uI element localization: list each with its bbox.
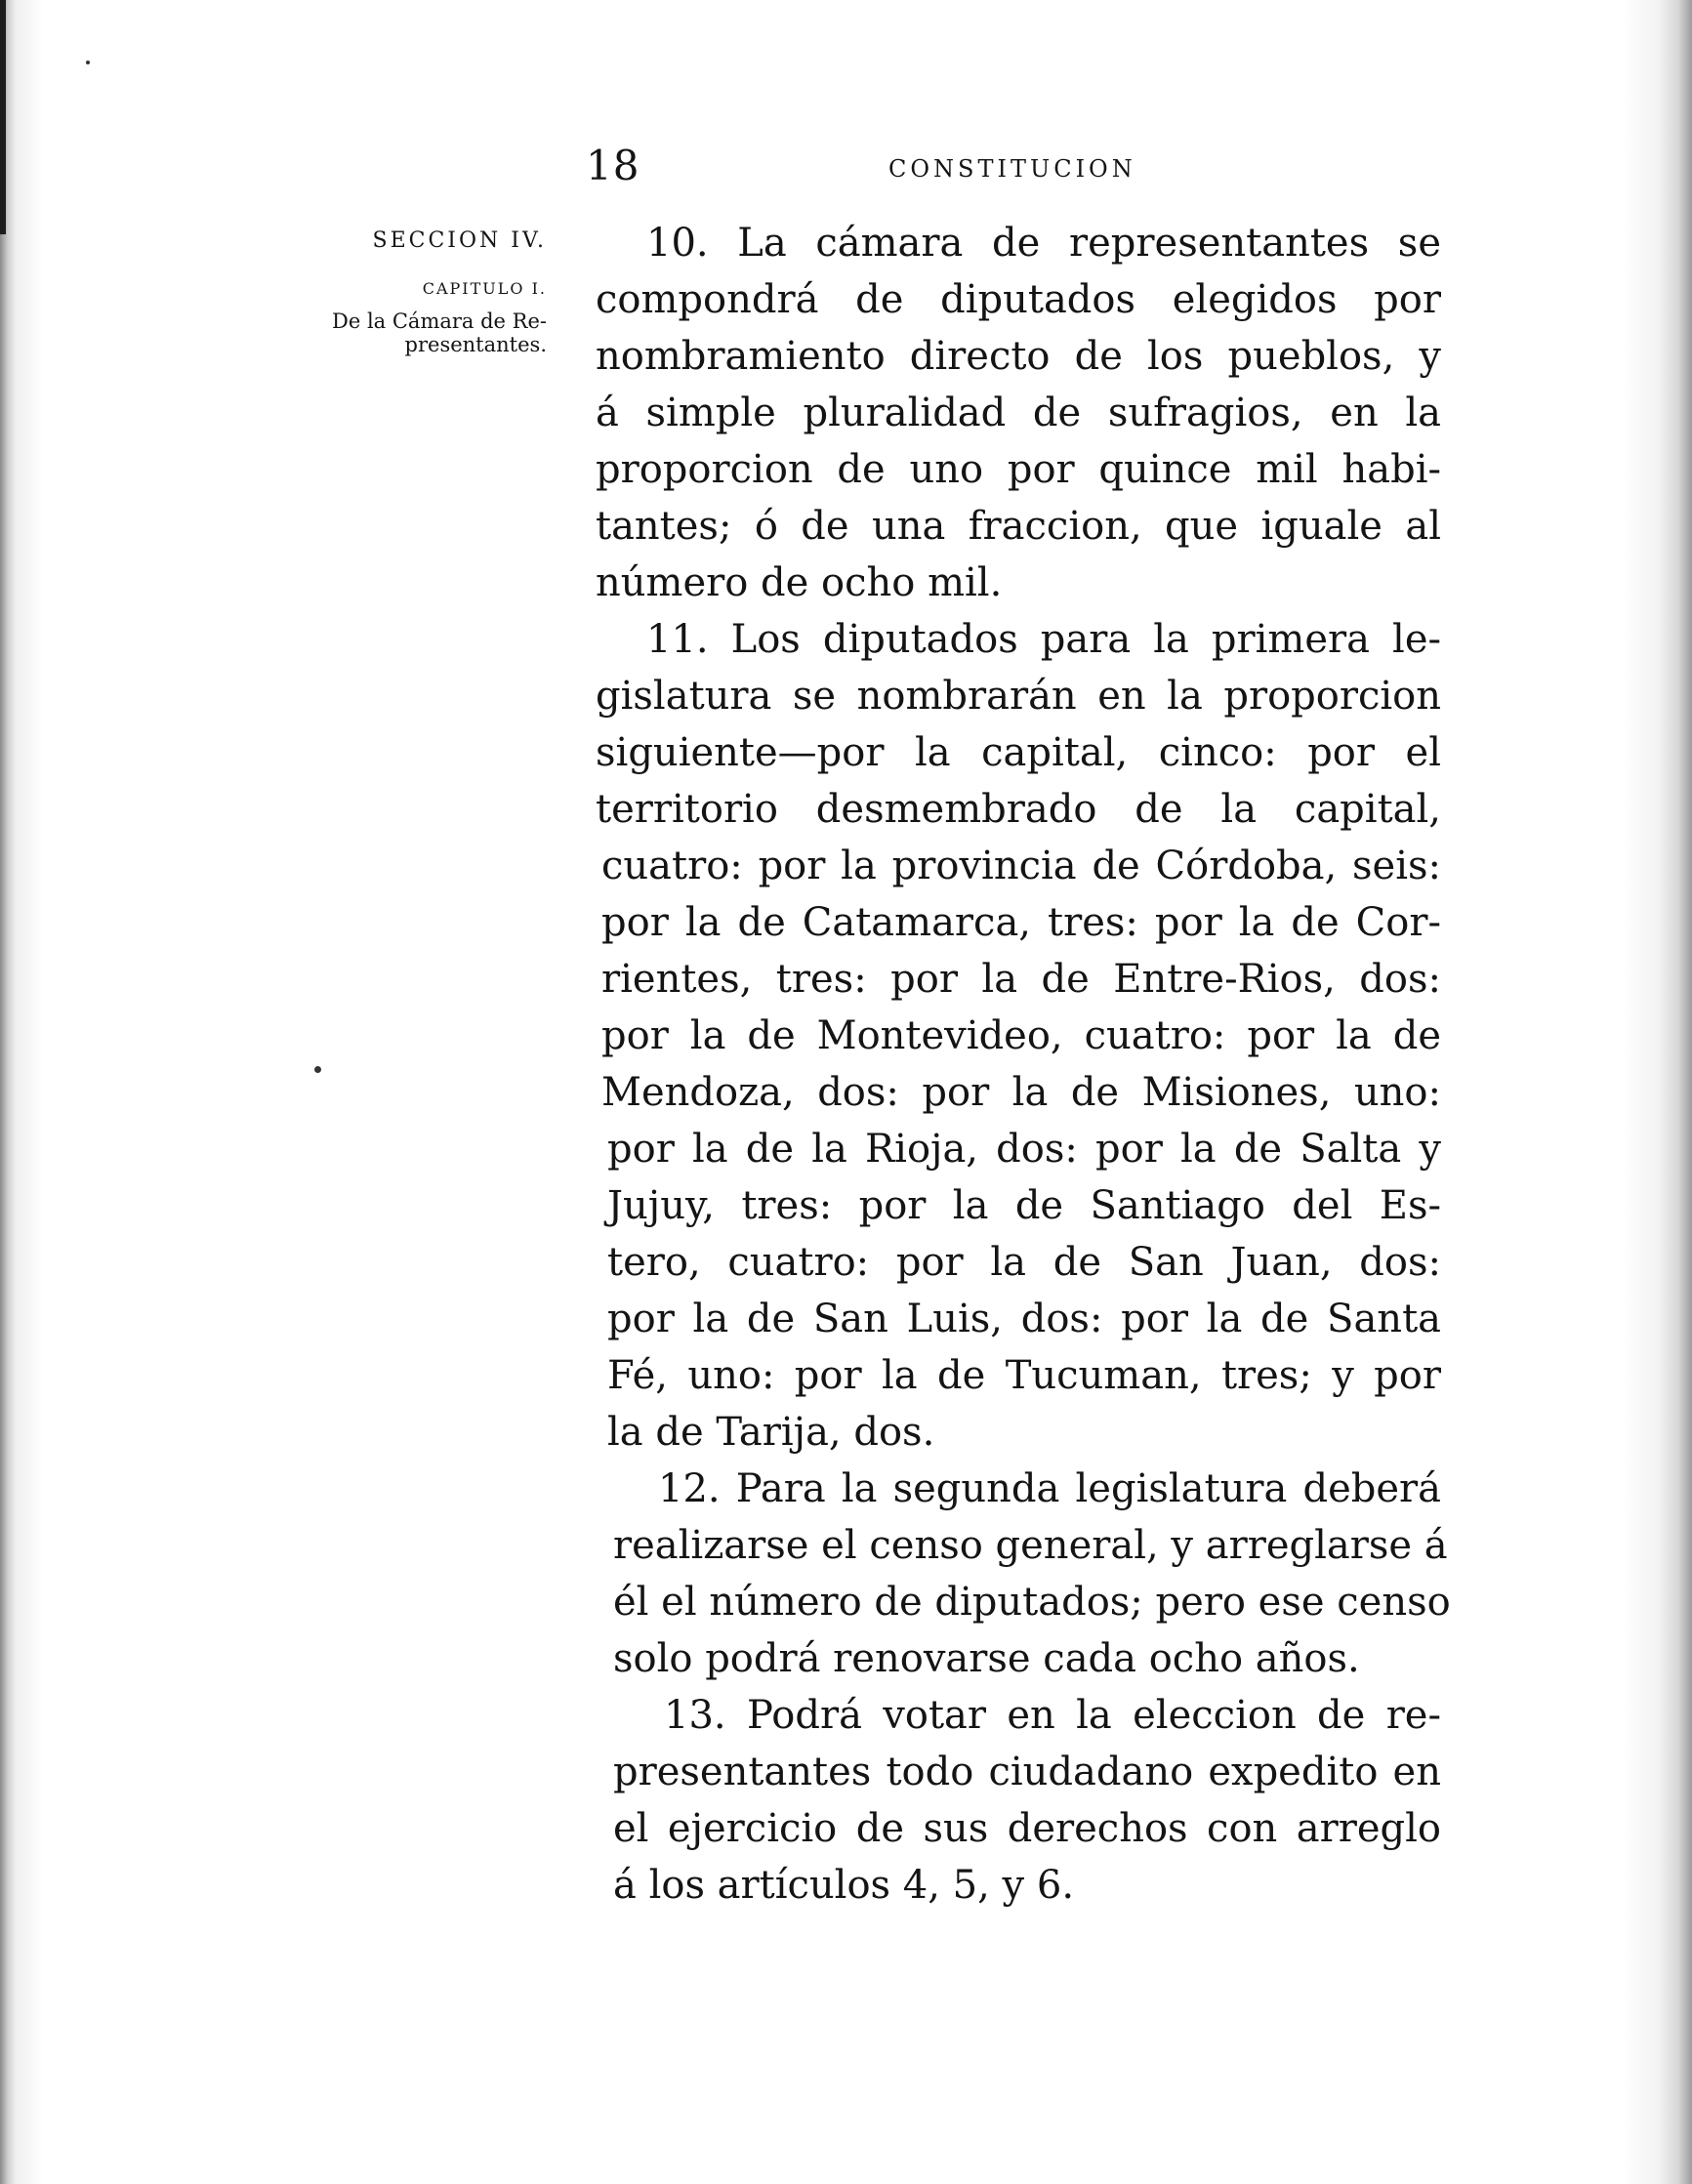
text-line: Mendoza, dos: por la de Misiones, uno:	[601, 1070, 1441, 1115]
text-line: territorio desmembrado de la capital,	[596, 787, 1441, 832]
text-line: siguiente—por la capital, cinco: por el	[596, 730, 1441, 775]
text-line: á los artículos 4, 5, y 6.	[613, 1863, 1075, 1908]
text-line: el ejercicio de sus derechos con arreglo	[613, 1806, 1441, 1851]
article-12-line: 12. Para la segunda legislatura deberá	[658, 1466, 1441, 1511]
article-10-line: 10. La cámara de representantes se	[646, 221, 1441, 266]
page-edge-right	[1624, 0, 1692, 2184]
article-13-line: 13. Podrá votar en la eleccion de re-	[664, 1693, 1441, 1738]
text-line: tero, cuatro: por la de San Juan, dos:	[607, 1240, 1441, 1285]
text-line: nombramiento directo de los pueblos, y	[596, 334, 1441, 379]
binding-shadow	[0, 0, 6, 234]
body-text	[596, 215, 1451, 1914]
text-line: él el número de diputados; pero ese censo	[613, 1580, 1451, 1625]
text-line: cuatro: por la provincia de Córdoba, seis:	[601, 844, 1441, 888]
text-line: gislatura se nombrarán en la proporcion	[596, 674, 1441, 719]
text-line: por la de San Luis, dos: por la de Santa	[607, 1297, 1441, 1341]
margin-chapter-label: CAPITULO I.	[422, 279, 547, 299]
text-line: Jujuy, tres: por la de Santiago del Es-	[607, 1183, 1441, 1228]
running-head: CONSTITUCION	[888, 155, 1136, 183]
text-line: rientes, tres: por la de Entre-Rios, dos:	[601, 957, 1441, 1002]
ink-speck	[314, 1066, 321, 1073]
text-line: proporcion de uno por quince mil habi-	[596, 447, 1441, 492]
text-line: compondrá de diputados elegidos por	[596, 277, 1441, 322]
text-line: presentantes todo ciudadano expedito en	[613, 1750, 1441, 1794]
text-line: Fé, uno: por la de Tucuman, tres; y por	[607, 1353, 1441, 1398]
text-line: realizarse el censo general, y arreglarse á	[613, 1523, 1448, 1568]
ink-speck	[86, 61, 90, 64]
text-line: por la de Catamarca, tres: por la de Cor-	[601, 900, 1441, 945]
page-number: 18	[586, 142, 640, 189]
page-header	[586, 142, 1172, 200]
page-edge-left	[0, 0, 43, 2184]
text-line: número de ocho mil.	[596, 560, 1003, 605]
text-line: por la de Montevideo, cuatro: por la de	[601, 1013, 1441, 1058]
margin-section-label: SECCION IV.	[372, 228, 547, 253]
text-line: á simple pluralidad de sufragios, en la	[596, 391, 1441, 435]
margin-title-line: presentantes.	[404, 332, 547, 356]
text-line: solo podrá renovarse cada ocho años.	[613, 1636, 1360, 1681]
text-line: por la de la Rioja, dos: por la de Salta y	[607, 1127, 1441, 1172]
article-11-line: 11. Los diputados para la primera le-	[646, 617, 1441, 662]
margin-title-line: De la Cámara de Re-	[332, 309, 547, 333]
text-line: tantes; ó de una fraccion, que iguale al	[596, 504, 1441, 549]
margin-note	[293, 229, 547, 356]
text-line: la de Tarija, dos.	[607, 1410, 935, 1455]
